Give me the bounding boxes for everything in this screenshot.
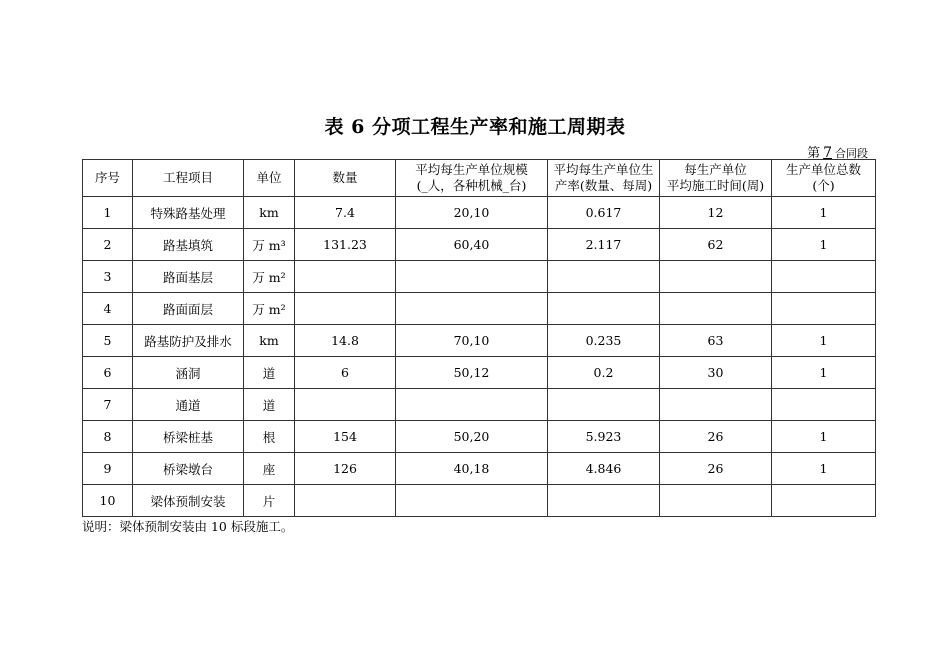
table-row [83,421,876,453]
section-number: 7 [823,145,832,161]
table-cell: 道 [244,357,295,389]
header-cell: 平均每生产单位规模 (_人，各种机械_台) [396,160,548,197]
table-cell: 0.617 [548,197,660,229]
table-cell: 6 [295,357,396,389]
table-cell [660,293,772,325]
table-cell: 50,12 [396,357,548,389]
table-cell: 2.117 [548,229,660,261]
table-cell: 50,20 [396,421,548,453]
header-cell: 平均每生产单位生 产率(数量、每周) [548,160,660,197]
table-cell: 梁体预制安装 [133,485,244,517]
table-cell: 桥梁桩基 [133,421,244,453]
table-cell [396,485,548,517]
table-cell [396,261,548,293]
table-cell: 5 [83,325,133,357]
table-cell: 路基防护及排水 [133,325,244,357]
table-cell: 40,18 [396,453,548,485]
table-cell: 2 [83,229,133,261]
header-cell: 工程项目 [133,160,244,197]
table-cell [772,389,876,421]
table-cell: 道 [244,389,295,421]
table-cell: 20,10 [396,197,548,229]
table-cell: 12 [660,197,772,229]
table-cell: 1 [772,357,876,389]
table-cell: 131.23 [295,229,396,261]
section-prefix: 第 [807,146,821,161]
table-cell: 座 [244,453,295,485]
table-cell: 根 [244,421,295,453]
table-cell: 1 [772,421,876,453]
table-row [83,357,876,389]
table-cell [772,485,876,517]
table-cell: km [244,197,295,229]
table-cell: 路面基层 [133,261,244,293]
table-cell [548,293,660,325]
table-cell: 涵洞 [133,357,244,389]
table-cell [772,293,876,325]
table-cell: 9 [83,453,133,485]
table-cell: 万 m² [244,261,295,293]
table-cell: 1 [83,197,133,229]
table-cell: 万 m³ [244,229,295,261]
table-cell [660,485,772,517]
table-cell: 0.235 [548,325,660,357]
table-cell: 0.2 [548,357,660,389]
table-cell: 70,10 [396,325,548,357]
table-cell: 片 [244,485,295,517]
table-row [83,197,876,229]
table-cell: 8 [83,421,133,453]
table-cell: 特殊路基处理 [133,197,244,229]
table-cell: 1 [772,453,876,485]
table-cell [396,389,548,421]
table-cell [772,261,876,293]
table-cell [295,389,396,421]
table-cell [295,485,396,517]
table-cell: 30 [660,357,772,389]
table-cell: 7.4 [295,197,396,229]
table-cell: 4 [83,293,133,325]
table-cell [295,293,396,325]
table-cell: 1 [772,229,876,261]
table-cell: km [244,325,295,357]
header-cell: 每生产单位 平均施工时间(周) [660,160,772,197]
table-cell: 1 [772,325,876,357]
table-cell: 154 [295,421,396,453]
table-cell: 1 [772,197,876,229]
table-row [83,229,876,261]
header-cell: 数量 [295,160,396,197]
table-cell [548,389,660,421]
table-cell: 62 [660,229,772,261]
table-row [83,453,876,485]
table-title: 表 6 分项工程生产率和施工周期表 [324,116,626,138]
table-row [83,293,876,325]
table-cell: 通道 [133,389,244,421]
table-cell: 路面面层 [133,293,244,325]
table-note: 说明：梁体预制安装由 10 标段施工。 [82,519,294,534]
table-row [83,325,876,357]
table-cell [396,293,548,325]
table-cell: 路基填筑 [133,229,244,261]
table-cell: 10 [83,485,133,517]
table-cell: 26 [660,421,772,453]
productivity-schedule-table [82,159,876,517]
table-row [83,485,876,517]
table-cell: 63 [660,325,772,357]
table-cell: 26 [660,453,772,485]
table-cell [295,261,396,293]
table-cell [660,389,772,421]
table-cell: 5.923 [548,421,660,453]
table-row [83,389,876,421]
header-cell: 单位 [244,160,295,197]
table-cell: 4.846 [548,453,660,485]
table-cell [548,485,660,517]
table-cell: 14.8 [295,325,396,357]
section-suffix: 合同段 [835,147,868,160]
header-row [83,160,876,197]
table-cell: 7 [83,389,133,421]
header-cell: 序号 [83,160,133,197]
table-cell: 126 [295,453,396,485]
header-cell: 生产单位总数 (个) [772,160,876,197]
table-cell: 6 [83,357,133,389]
table-cell: 3 [83,261,133,293]
table-row [83,261,876,293]
table-cell: 万 m² [244,293,295,325]
table-cell [660,261,772,293]
table-cell: 60,40 [396,229,548,261]
table-cell: 桥梁墩台 [133,453,244,485]
table-cell [548,261,660,293]
